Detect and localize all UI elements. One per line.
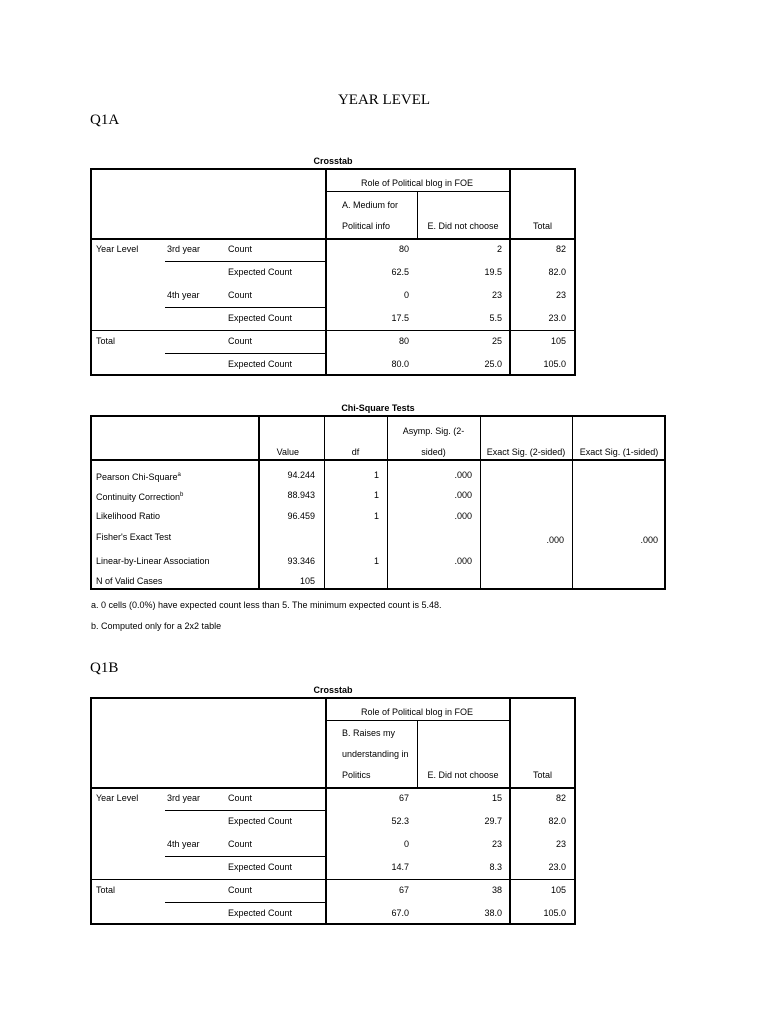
statistic-label: Expected Count: [228, 816, 293, 826]
table-border-left: [90, 168, 92, 376]
test-asymp-sig: .000: [454, 511, 472, 521]
footnote-a: a. 0 cells (0.0%) have expected count less than 5. The minimum expected count is 5.48.: [91, 600, 442, 610]
statistic-label: Count: [228, 885, 253, 895]
table-border-right: [574, 697, 576, 925]
cell-value: 25: [491, 336, 502, 346]
test-asymp-sig: .000: [454, 490, 472, 500]
cell-value: 8.3: [489, 862, 502, 872]
row-group-label: 3rd year: [167, 793, 201, 803]
cell-value: 0: [403, 290, 409, 300]
table-border-left: [90, 415, 92, 590]
cell-value: 52.3: [391, 816, 409, 826]
test-exact-sig-1: .000: [640, 535, 658, 545]
cell-value: 23: [491, 290, 502, 300]
column-header-value: Value: [276, 447, 299, 457]
footnote-b: b. Computed only for a 2x2 table: [91, 621, 222, 631]
cell-value: 23.0: [548, 862, 566, 872]
statistic-label: Expected Count: [228, 313, 293, 323]
cell-value: 80.0: [391, 359, 409, 369]
row-group-label: 4th year: [167, 290, 200, 300]
cell-value: 67: [398, 885, 409, 895]
column-header-a: A. Medium for: [342, 200, 399, 210]
column-header-b: E. Did not choose: [427, 221, 499, 231]
row-group-label: 3rd year: [167, 244, 201, 254]
column-header-exact-sig-2: Exact Sig. (2-sided): [486, 447, 566, 457]
test-asymp-sig: .000: [454, 556, 472, 566]
table-border-top: [90, 168, 576, 170]
chi-square-caption: Chi-Square Tests: [341, 403, 415, 413]
statistic-label: Expected Count: [228, 908, 293, 918]
header-rule: [90, 459, 666, 461]
document-title: YEAR LEVEL: [337, 92, 431, 108]
test-exact-sig-2: .000: [546, 535, 564, 545]
test-name: Pearson Chi-Square$^a$: [96, 472, 181, 482]
footnote-marker: b: [180, 492, 184, 498]
crosstab-caption-q1a: Crosstab: [313, 156, 353, 166]
cell-value: 62.5: [391, 267, 409, 277]
table-border-right: [664, 415, 666, 590]
test-name: Fisher's Exact Test: [96, 532, 172, 542]
row-rule: [165, 902, 325, 903]
column-header-asymp-sig: Asymp. Sig. (2-: [402, 426, 465, 436]
statistic-label: Count: [228, 793, 253, 803]
cell-value: 29.7: [484, 816, 502, 826]
test-df: 1: [373, 556, 379, 566]
row-rule: [165, 261, 325, 262]
statistic-label: Count: [228, 839, 253, 849]
crosstab-caption-q1b: Crosstab: [313, 685, 353, 695]
test-name: Continuity Correction$^b$: [96, 492, 184, 502]
test-value: 96.459: [287, 511, 315, 521]
row-rule: [90, 330, 576, 331]
table-border-right: [574, 168, 576, 376]
row-variable-label: Year Level: [96, 793, 139, 803]
column-header-exact-sig-1: Exact Sig. (1-sided): [579, 447, 659, 457]
cell-value: 14.7: [391, 862, 409, 872]
statistic-label: Expected Count: [228, 862, 293, 872]
total-row-label: Total: [96, 336, 116, 346]
cell-value: 67: [398, 793, 409, 803]
column-header-a: Political info: [342, 221, 391, 231]
cell-value: 80: [398, 244, 409, 254]
column-header-b: E. Did not choose: [427, 770, 499, 780]
row-variable-label: Year Level: [96, 244, 139, 254]
table-border-top: [90, 415, 666, 417]
crosstab-table-q1b: [90, 697, 576, 925]
cell-value: 23: [555, 839, 566, 849]
cell-value: 15: [491, 793, 502, 803]
row-rule: [165, 353, 325, 354]
column-rule: [480, 415, 481, 590]
chi-square-table: [90, 415, 666, 590]
cell-value: 105.0: [543, 908, 566, 918]
test-df: 1: [373, 470, 379, 480]
cell-value: 82.0: [548, 816, 566, 826]
cell-value: 82.0: [548, 267, 566, 277]
column-header-a: B. Raises my: [342, 728, 396, 738]
test-value: 105: [299, 576, 315, 586]
header-rule: [90, 787, 576, 789]
row-group-label: 4th year: [167, 839, 200, 849]
header-rule: [325, 720, 509, 721]
column-group-header: Role of Political blog in FOE: [360, 178, 474, 188]
row-rule: [90, 879, 576, 880]
cell-value: 2: [496, 244, 502, 254]
column-header-df: df: [351, 447, 360, 457]
cell-value: 38.0: [484, 908, 502, 918]
cell-value: 67.0: [391, 908, 409, 918]
cell-value: 82: [555, 793, 566, 803]
section-label-q1a: Q1A: [90, 112, 120, 128]
statistic-label: Count: [228, 244, 253, 254]
section-label-q1b: Q1B: [90, 660, 119, 676]
table-border-top: [90, 697, 576, 699]
test-df: 1: [373, 511, 379, 521]
column-group-header: Role of Political blog in FOE: [360, 707, 474, 717]
cell-value: 17.5: [391, 313, 409, 323]
test-df: 1: [373, 490, 379, 500]
cell-value: 105: [550, 885, 566, 895]
cell-value: 19.5: [484, 267, 502, 277]
table-border-left: [90, 697, 92, 925]
test-name: Linear-by-Linear Association: [96, 556, 210, 566]
statistic-label: Expected Count: [228, 267, 293, 277]
test-name: N of Valid Cases: [96, 576, 163, 586]
cell-value: 80: [398, 336, 409, 346]
row-rule: [165, 856, 325, 857]
cell-value: 105.0: [543, 359, 566, 369]
cell-value: 38: [491, 885, 502, 895]
test-value: 88.943: [287, 490, 315, 500]
statistic-label: Count: [228, 290, 253, 300]
row-rule: [165, 307, 325, 308]
cell-value: 105: [550, 336, 566, 346]
column-header-a: Politics: [342, 770, 371, 780]
total-row-label: Total: [96, 885, 116, 895]
test-name: Likelihood Ratio: [96, 511, 161, 521]
table-border-bottom: [90, 923, 576, 925]
test-asymp-sig: .000: [454, 470, 472, 480]
statistic-label: Expected Count: [228, 359, 293, 369]
footnote-marker: a: [177, 472, 181, 478]
column-header-total: Total: [532, 770, 552, 780]
cell-value: 82: [555, 244, 566, 254]
crosstab-table-q1a: [90, 168, 576, 376]
statistic-label: Count: [228, 336, 253, 346]
header-rule: [325, 191, 509, 192]
table-border-bottom: [90, 588, 666, 590]
cell-value: 23: [555, 290, 566, 300]
column-header-a: understanding in: [342, 749, 409, 759]
column-header-total: Total: [532, 221, 552, 231]
column-header-asymp-sig: sided): [421, 447, 446, 457]
cell-value: 23.0: [548, 313, 566, 323]
cell-value: 5.5: [489, 313, 502, 323]
row-rule: [165, 810, 325, 811]
header-rule: [90, 238, 576, 240]
cell-value: 23: [491, 839, 502, 849]
test-value: 93.346: [287, 556, 315, 566]
cell-value: 25.0: [484, 359, 502, 369]
column-rule: [572, 415, 573, 590]
cell-value: 0: [403, 839, 409, 849]
test-value: 94.244: [287, 470, 315, 480]
table-border-bottom: [90, 374, 576, 376]
